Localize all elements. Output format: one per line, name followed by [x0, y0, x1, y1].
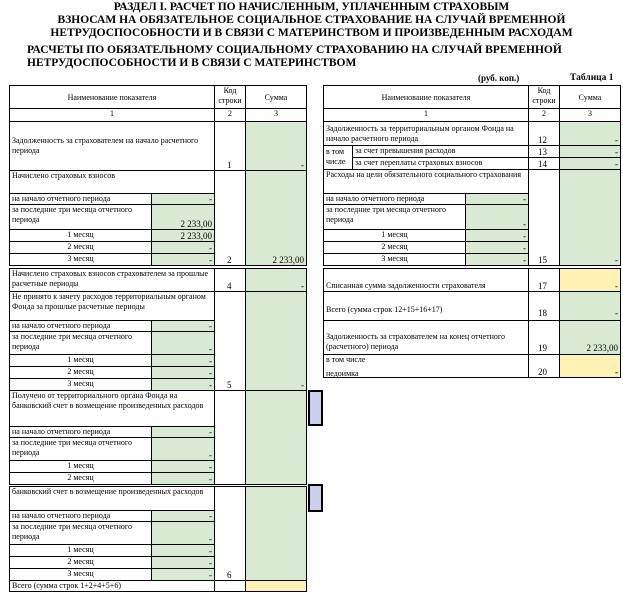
left-row1-code-cell: [214, 121, 246, 171]
left-row2-m3-val: -: [209, 254, 212, 265]
left-received-last3-cell[interactable]: [151, 437, 215, 461]
right-row19-code: 19: [538, 342, 547, 353]
left-row6-m3-val: -: [209, 569, 212, 580]
left-row6-m2-val: -: [209, 557, 212, 568]
right-row18-code: 18: [538, 307, 547, 318]
left-received-code-cell: [214, 390, 246, 485]
right-row20-sum: -: [615, 366, 618, 377]
right-row15-m2-label: 2 месяц: [323, 241, 466, 254]
left-row2-last3-cell[interactable]: [151, 204, 215, 230]
right-col-num-3: 3: [559, 108, 621, 122]
left-row2-code: 2: [227, 254, 232, 265]
right-row14-sum: -: [615, 158, 618, 169]
right-row15-last3-val: -: [523, 218, 526, 229]
left-row4-label: Начислено страховых взносов страхователем за прошлые расчетные периоды: [9, 268, 215, 292]
right-row14-label: за счет переплаты страховых взносов: [352, 157, 529, 170]
left-col-code-header: Код строки: [214, 85, 246, 109]
right-col-num-1: 1: [323, 108, 529, 122]
left-total-code-cell: [214, 580, 246, 592]
left-row1-label: Задолженность за страхователем на начало расчетного периода: [9, 121, 215, 171]
left-received-sum-cell[interactable]: [245, 390, 307, 485]
left-row6-code-cell: [214, 486, 246, 581]
right-row18-sum-cell[interactable]: [559, 291, 621, 321]
right-row13-label: за счет превышения расходов: [352, 145, 529, 158]
right-col-sum-header: Сумма: [559, 85, 621, 109]
left-received-label: Получено от территориального органа Фонда на банковский счет в возмещение произведенных расходов: [9, 390, 215, 427]
right-row18-sum: -: [615, 307, 618, 318]
right-row14-code: 14: [538, 158, 547, 169]
left-col-name-header: Наименование показателя: [9, 85, 215, 109]
left-row6-label: банковский счет в возмещение произведенных расходов: [9, 486, 215, 511]
units-label: (руб. коп.): [478, 73, 520, 83]
left-col-num-2: 2: [214, 108, 246, 122]
left-col-num-1: 1: [9, 108, 215, 122]
left-row6-sum-cell[interactable]: [245, 486, 307, 581]
left-row6-start-val: -: [209, 510, 212, 521]
left-row4-sum: -: [301, 280, 304, 291]
right-row18-label: Всего (сумма строк 12+15+16+17): [323, 291, 529, 321]
left-row5-m1-label: 1 месяц: [9, 354, 152, 367]
left-row1-sum-cell[interactable]: [245, 121, 307, 171]
left-col-sum-header: Сумма: [245, 85, 307, 109]
left-row6-m3-label: 3 месяц: [9, 568, 152, 581]
right-row15-last3-cell[interactable]: [465, 204, 529, 230]
right-row13-sum: -: [615, 146, 618, 157]
right-row15-code: 15: [538, 254, 547, 265]
left-row4-sum-cell[interactable]: [245, 268, 307, 292]
left-received-m2-label: 2 месяц: [9, 472, 152, 485]
right-row15-start-label: на начало отчетного периода: [323, 193, 466, 205]
left-row5-m2-val: -: [209, 367, 212, 378]
table-subtitle-line2: НЕТРУДОСПОСОБНОСТИ И В СВЯЗИ С МАТЕРИНСТВОМ: [27, 57, 357, 69]
left-row4-code: 4: [227, 280, 232, 291]
right-row12-sum: -: [615, 134, 618, 145]
selected-cell-marker[interactable]: [308, 390, 323, 426]
left-row5-m1-val: -: [209, 355, 212, 366]
left-received-m2-val: -: [209, 473, 212, 484]
right-row15-m3-val: -: [523, 254, 526, 265]
left-received-last3-val: -: [209, 449, 212, 460]
left-row5-m3-label: 3 месяц: [9, 378, 152, 391]
right-row15-sum: -: [615, 254, 618, 265]
right-row15-m1-val: -: [523, 230, 526, 241]
right-col-code-header: Код строки: [528, 85, 560, 109]
left-row1-sum: -: [301, 159, 304, 170]
left-row2-m1-label: 1 месяц: [9, 229, 152, 242]
right-row15-start-val: -: [523, 193, 526, 204]
left-row5-last3-val: -: [209, 343, 212, 354]
right-col-name-header: Наименование показателя: [323, 85, 529, 109]
table-subtitle: [27, 44, 617, 70]
right-row18-code-cell: [528, 291, 560, 321]
section-title-line2: ВЗНОСАМ НА ОБЯЗАТЕЛЬНОЕ СОЦИАЛЬНОЕ СТРАХОВАНИЕ НА СЛУЧАЙ ВРЕМЕННОЙ: [57, 14, 566, 26]
section-title: [0, 1, 623, 40]
left-received-start-val: -: [209, 426, 212, 437]
left-received-start-label: на начало отчетного периода: [9, 426, 152, 438]
right-row12-code-cell: [528, 121, 560, 146]
left-row2-sum: 2 233,00: [272, 254, 304, 265]
left-col-num-3: 3: [245, 108, 307, 122]
left-row5-code: 5: [227, 379, 232, 390]
left-row5-last3-label: за последние три месяца отчетного периода: [9, 331, 152, 355]
left-row2-label: Начислено страховых взносов: [9, 170, 215, 194]
right-row12-label: Задолженность за территориальным органом Фонда на начало расчетного периода: [323, 121, 529, 146]
left-received-last3-label: за последние три месяца отчетного периода: [9, 437, 152, 461]
left-row2-start-label: на начало отчетного периода: [9, 193, 152, 205]
left-row6-m2-label: 2 месяц: [9, 556, 152, 569]
left-row2-last3-val: 2 233,00: [180, 218, 212, 229]
right-row13-code: 13: [538, 146, 547, 157]
left-row5-m3-val: -: [209, 379, 212, 390]
right-row15-label: Расходы на цели обязательного социального страхования: [323, 169, 529, 194]
left-row6-start-label: на начало отчетного периода: [9, 510, 152, 522]
right-row20-label: недоимка: [326, 368, 359, 378]
left-row2-sum-cell[interactable]: [245, 170, 307, 266]
right-row15-last3-label: за последние три месяца отчетного периода: [323, 204, 466, 230]
left-row6-m1-label: 1 месяц: [9, 544, 152, 557]
left-row5-sum: -: [301, 379, 304, 390]
right-row15-m1-label: 1 месяц: [323, 229, 466, 242]
right-row12-sum-cell[interactable]: [559, 121, 621, 146]
right-row20-sum-cell[interactable]: [559, 354, 621, 378]
right-incl-label: в том числе: [323, 145, 353, 170]
left-row2-code-cell: [214, 170, 246, 266]
left-row5-m2-label: 2 месяц: [9, 366, 152, 379]
left-received-m1-val: -: [209, 461, 212, 472]
right-row17-code-cell: [528, 268, 560, 292]
right-row15-m3-label: 3 месяц: [323, 253, 466, 266]
left-total-label: Всего (сумма строк 1+2+4+5+6): [9, 580, 215, 592]
right-row19-code-cell: [528, 320, 560, 355]
right-row15-m2-val: -: [523, 242, 526, 253]
section-title-line3: НЕТРУДОСПОСОБНОСТИ И В СВЯЗИ С МАТЕРИНСТВОМ И ПРОИЗВЕДЕННЫМ РАСХОДАМ: [50, 27, 573, 39]
right-row20-incl: в том числе: [326, 355, 366, 364]
right-row15-code-cell: [528, 169, 560, 266]
left-row5-start-val: -: [209, 320, 212, 331]
left-row1-code: 1: [227, 159, 232, 170]
left-row2-m3-cell[interactable]: [151, 253, 215, 266]
left-row2-start-val: -: [209, 193, 212, 204]
left-row6-code: 6: [227, 569, 232, 580]
right-row17-sum: -: [615, 280, 618, 291]
left-row6-m1-val: -: [209, 545, 212, 556]
right-row20-label-cell: [323, 354, 529, 378]
right-row17-code: 17: [538, 280, 547, 291]
right-row20-code-cell: [528, 354, 560, 378]
left-row5-start-label: на начало отчетного периода: [9, 320, 152, 332]
right-row20-code: 20: [538, 366, 547, 377]
right-row15-m3-cell[interactable]: [465, 253, 529, 266]
right-row19-sum: 2 233,00: [586, 342, 618, 353]
left-row5-code-cell: [214, 291, 246, 391]
left-row5-last3-cell[interactable]: [151, 331, 215, 355]
left-total-sum-cell[interactable]: [245, 580, 307, 592]
left-row6-last3-val: -: [209, 533, 212, 544]
section-title-line1: РАЗДЕЛ I. РАСЧЕТ ПО НАЧИСЛЕННЫМ, УПЛАЧЕННЫМ СТРАХОВЫМ: [113, 1, 510, 13]
selected-cell-marker[interactable]: [308, 484, 323, 512]
left-row2-m1-val: 2 233,00: [180, 230, 212, 241]
left-row2-last3-label: за последние три месяца отчетного периода: [9, 204, 152, 230]
right-row17-sum-cell[interactable]: [559, 268, 621, 292]
left-row5-sum-cell[interactable]: [245, 291, 307, 391]
left-received-m1-label: 1 месяц: [9, 460, 152, 473]
left-row2-m2-label: 2 месяц: [9, 241, 152, 254]
left-received-m2-cell[interactable]: [151, 472, 215, 485]
left-row2-m2-val: -: [209, 242, 212, 253]
right-row12-code: 12: [538, 134, 547, 145]
right-row17-label: Списанная сумма задолженности страхователя: [323, 268, 529, 292]
right-col-num-2: 2: [528, 108, 560, 122]
left-row5-label: Не принято к зачету расходов территориальным органом Фонда за прошлые расчетные периоды: [9, 291, 215, 321]
left-row4-code-cell: [214, 268, 246, 292]
table-number: Таблица 1: [570, 73, 614, 83]
table-subtitle-line1: РАСЧЕТЫ ПО ОБЯЗАТЕЛЬНОМУ СОЦИАЛЬНОМУ СТРАХОВАНИЮ НА СЛУЧАЙ ВРЕМЕННОЙ: [27, 44, 562, 56]
left-row2-m3-label: 3 месяц: [9, 253, 152, 266]
left-row6-last3-cell[interactable]: [151, 521, 215, 545]
left-row6-last3-label: за последние три месяца отчетного периода: [9, 521, 152, 545]
right-row15-sum-cell[interactable]: [559, 169, 621, 266]
right-row19-label: Задолженность за страхователем на конец отчетного (расчетного) периода: [323, 320, 529, 355]
right-row19-sum-cell[interactable]: [559, 320, 621, 355]
